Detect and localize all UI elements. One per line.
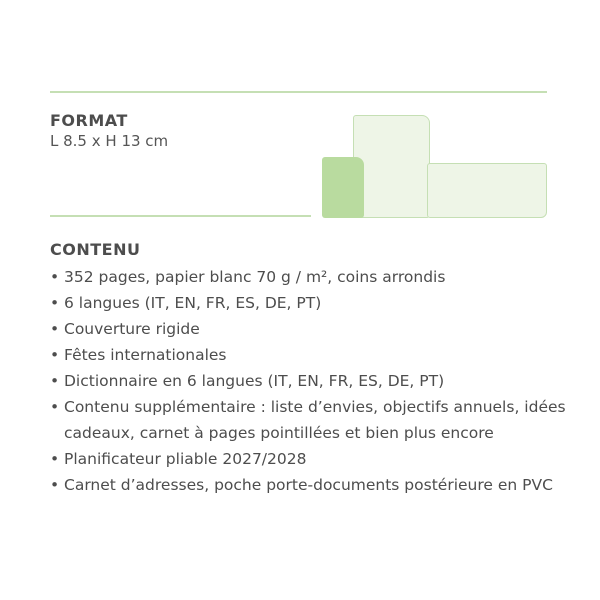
list-item: • Couverture rigide	[50, 316, 570, 342]
bullet-icon: •	[50, 294, 60, 312]
bullet-icon: •	[50, 346, 60, 364]
bullet-icon: •	[50, 450, 60, 468]
format-size-large-icon	[353, 115, 430, 218]
bullet-icon: •	[50, 398, 60, 416]
list-item: • Planificateur pliable 2027/2028	[50, 446, 570, 472]
list-item: • Dictionnaire en 6 langues (IT, EN, FR, ES, DE, PT)	[50, 368, 570, 394]
list-item: • Carnet d’adresses, poche porte-documents postérieure en PVC	[50, 472, 570, 498]
bullet-icon: •	[50, 372, 60, 390]
list-item: • Fêtes internationales	[50, 342, 570, 368]
list-item: • 352 pages, papier blanc 70 g / m², coins arrondis	[50, 264, 570, 290]
contenu-heading: CONTENU	[50, 240, 141, 259]
top-divider	[50, 91, 547, 93]
bullet-icon: •	[50, 320, 60, 338]
format-heading: FORMAT	[50, 111, 128, 130]
middle-divider	[50, 215, 311, 217]
bullet-icon: •	[50, 268, 60, 286]
format-size-small-icon	[322, 157, 364, 218]
list-item: • 6 langues (IT, EN, FR, ES, DE, PT)	[50, 290, 570, 316]
format-size-wide-icon	[427, 163, 547, 218]
list-item: • Contenu supplémentaire : liste d’envies, objectifs annuels, idées cadeaux, carnet à pages pointillées et bien plus encore	[50, 394, 570, 446]
format-dimensions: L 8.5 x H 13 cm	[50, 132, 169, 150]
contenu-list	[50, 264, 570, 498]
bullet-icon: •	[50, 476, 60, 494]
